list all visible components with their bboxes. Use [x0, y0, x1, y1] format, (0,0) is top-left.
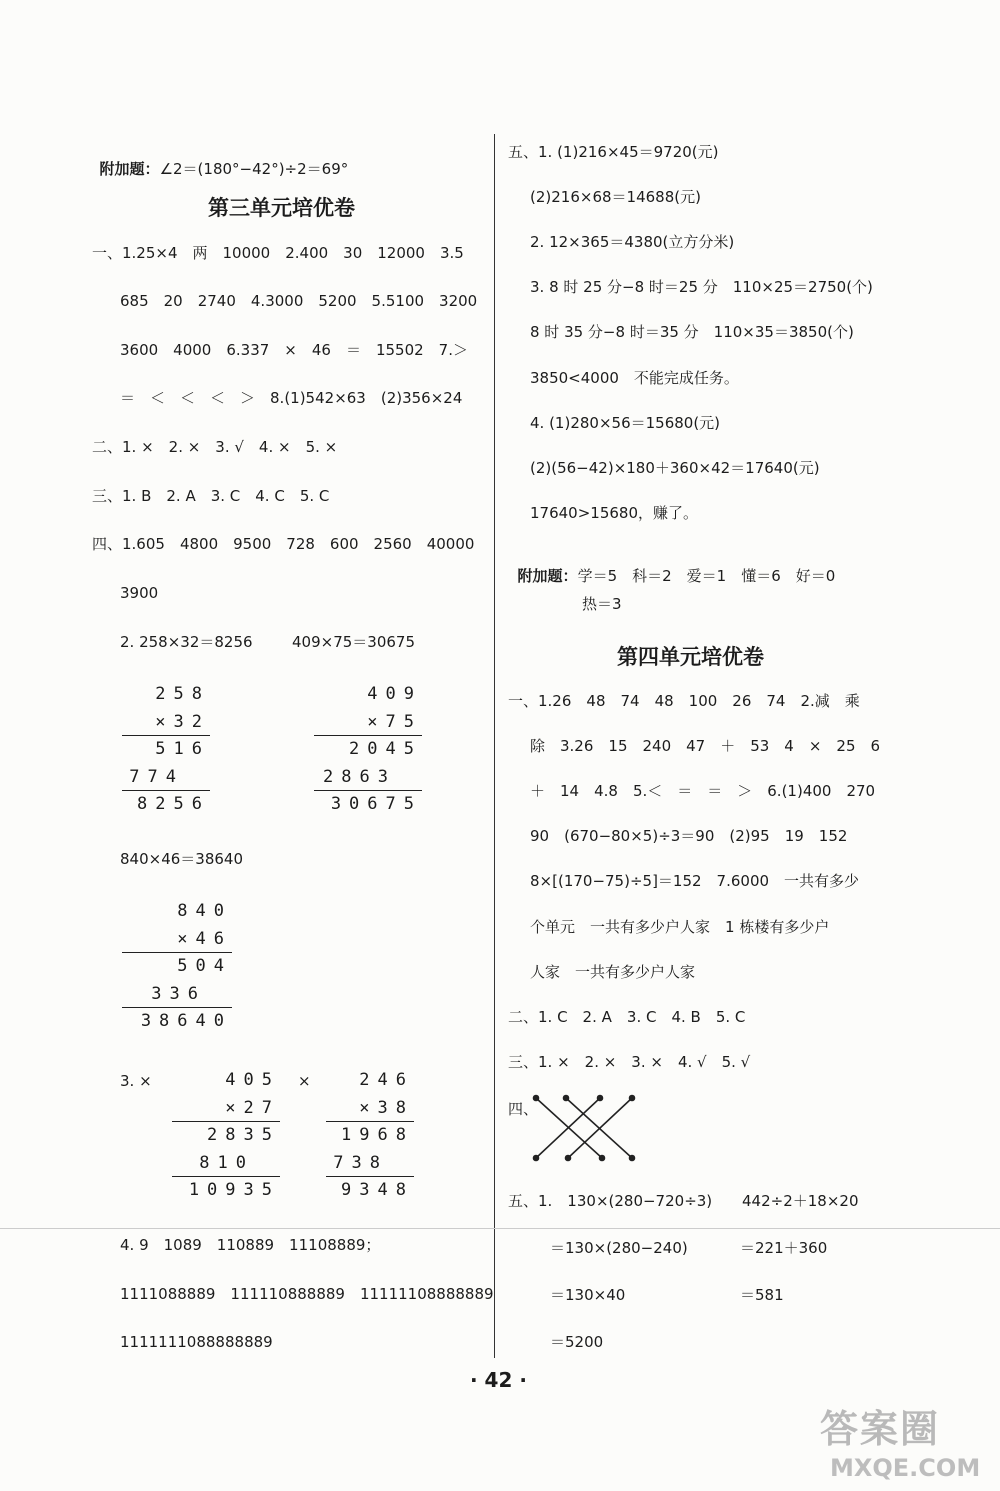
answer-line: 8×[(170−75)÷5]＝152 7.6000 一共有多少 [530, 872, 860, 890]
calc-row: 2835 [207, 1125, 280, 1145]
page-number: · 42 · [470, 1368, 527, 1392]
calc-rule [122, 952, 232, 953]
answer-line: 3. × [120, 1072, 152, 1090]
bonus-question-line [508, 549, 835, 585]
calc-row: 10935 [188, 1180, 280, 1200]
calc-row: 409 [367, 684, 422, 704]
calc-row: 9348 [341, 1180, 414, 1200]
answer-line: 8 时 35 分−8 时＝35 分 110×35＝3850(个) [530, 323, 854, 341]
calc-row: 336 [151, 984, 206, 1004]
calc-row: ×27 [225, 1098, 280, 1118]
answer-line: × [298, 1072, 311, 1090]
calc-rule [314, 790, 422, 791]
calc-row: 1968 [341, 1125, 414, 1145]
answer-line: ＝581 [740, 1286, 784, 1304]
answer-line: 442÷2＋18×20 [742, 1192, 859, 1210]
answer-line: 个单元 一共有多少户人家 1 栋楼有多少户 [530, 918, 830, 936]
answer-line: 二、1. C 2. A 3. C 4. B 5. C [508, 1008, 746, 1026]
answer-line: 90 (670−80×5)÷3＝90 (2)95 19 152 [530, 827, 848, 845]
answer-line: 三、1. × 2. × 3. × 4. √ 5. √ [508, 1053, 751, 1071]
calc-row: ×75 [367, 712, 422, 732]
answer-line: 3. 8 时 25 分−8 时＝25 分 110×25＝2750(个) [530, 278, 873, 296]
calc-rule [326, 1121, 414, 1122]
answer-line: ＝221＋360 [740, 1239, 828, 1257]
bonus-label: 附加题： [99, 160, 160, 178]
answer-line: ＝5200 [550, 1333, 604, 1351]
answer-line: (2)(56−42)×180＋360×42＝17640(元) [530, 459, 820, 477]
vertical-multiplication [326, 1070, 414, 1200]
answer-line: 五、1. (1)216×45＝9720(元) [508, 143, 719, 161]
answer-line: 热＝3 [582, 595, 622, 613]
calc-row: ×32 [155, 712, 210, 732]
answer-line: 1111111088888889 [120, 1333, 273, 1351]
answer-line: ＝130×40 [550, 1286, 626, 1304]
calc-rule [122, 1007, 232, 1008]
answer-line: 3600 4000 6.337 × 46 ＝ 15502 7.＞ [120, 341, 468, 359]
calc-rule [172, 1121, 280, 1122]
answer-line: 一、1.26 48 74 48 100 26 74 2.减 乘 [508, 692, 860, 710]
answer-line: ＝130×(280−240) [550, 1239, 688, 1257]
calc-row: ×38 [359, 1098, 414, 1118]
calc-row: 810 [199, 1153, 254, 1173]
calc-rule [314, 735, 422, 736]
answer-line: 685 20 2740 4.3000 5200 5.5100 3200 [120, 292, 478, 310]
watermark-logo [820, 1398, 992, 1486]
answer-line: 4. (1)280×56＝15680(元) [530, 414, 721, 432]
answer-line: (2)216×68＝14688(元) [530, 188, 701, 206]
answer-line: 四、 [508, 1100, 539, 1118]
answer-line: 人家 一共有多少户人家 [530, 963, 696, 981]
answer-line: 840×46＝38640 [120, 850, 244, 868]
unit-3-title: 第三单元培优卷 [208, 196, 355, 220]
calc-row: 8256 [137, 794, 210, 814]
bonus-label: 附加题： [517, 567, 578, 585]
unit-4-title: 第四单元培优卷 [617, 645, 764, 669]
calc-row: 2045 [349, 739, 422, 759]
calc-row: 738 [333, 1153, 388, 1173]
scan-fold-line [0, 1228, 1000, 1229]
answer-line: ＝ ＜ ＜ ＜ ＞ 8.(1)542×63 (2)356×24 [120, 389, 463, 407]
calc-row: 30675 [330, 794, 422, 814]
answer-line: ＋ 14 4.8 5.＜ ＝ ＝ ＞ 6.(1)400 270 [530, 782, 876, 800]
watermark-text: 答案圈 [820, 1407, 941, 1451]
calc-row: 38640 [140, 1011, 232, 1031]
vertical-multiplication [122, 684, 210, 814]
answer-line: 五、1. 130×(280−720÷3) [508, 1192, 713, 1210]
calc-row: 246 [359, 1070, 414, 1090]
answer-line: 4. 9 1089 110889 11108889； [120, 1236, 381, 1254]
calc-rule [122, 735, 210, 736]
bonus-answer: 学＝5 科＝2 爱＝1 懂＝6 好＝0 [577, 567, 836, 585]
answer-line: 409×75＝30675 [292, 633, 416, 651]
vertical-multiplication [122, 901, 232, 1031]
bonus-question-line [90, 142, 348, 178]
calc-row: 504 [177, 956, 232, 976]
calc-row: 405 [225, 1070, 280, 1090]
calc-row: ×46 [177, 929, 232, 949]
answer-line: 三、1. B 2. A 3. C 4. C 5. C [92, 487, 330, 505]
answer-line: 1111088889 111110888889 11111108888889 [120, 1285, 494, 1303]
answer-line: 一、1.25×4 两 10000 2.400 30 12000 3.5 [92, 244, 464, 262]
calc-row: 774 [129, 767, 184, 787]
watermark-url: MXQE.COM [830, 1454, 981, 1482]
bonus-answer: ∠2＝(180°−42°)÷2＝69° [159, 160, 349, 178]
column-divider [494, 134, 495, 1358]
calc-rule [326, 1176, 414, 1177]
calc-row: 516 [155, 739, 210, 759]
answer-line: 17640>15680，赚了。 [530, 504, 699, 522]
answer-line: 2. 258×32＝8256 [120, 633, 253, 651]
calc-rule [122, 790, 210, 791]
answer-line: 3900 [120, 584, 159, 602]
answer-line: 四、1.605 4800 9500 728 600 2560 40000 [92, 535, 475, 553]
matching-lines-diagram [528, 1090, 640, 1166]
answer-line: 除 3.26 15 240 47 ＋ 53 4 × 25 6 [530, 737, 881, 755]
calc-row: 840 [177, 901, 232, 921]
answer-line: 2. 12×365＝4380(立方分米) [530, 233, 735, 251]
calc-row: 2863 [323, 767, 396, 787]
vertical-multiplication [314, 684, 422, 814]
answer-line: 二、1. × 2. × 3. √ 4. × 5. × [92, 438, 338, 456]
calc-rule [172, 1176, 280, 1177]
calc-row: 258 [155, 684, 210, 704]
answer-line: 3850<4000 不能完成任务。 [530, 369, 739, 387]
vertical-multiplication [172, 1070, 280, 1200]
